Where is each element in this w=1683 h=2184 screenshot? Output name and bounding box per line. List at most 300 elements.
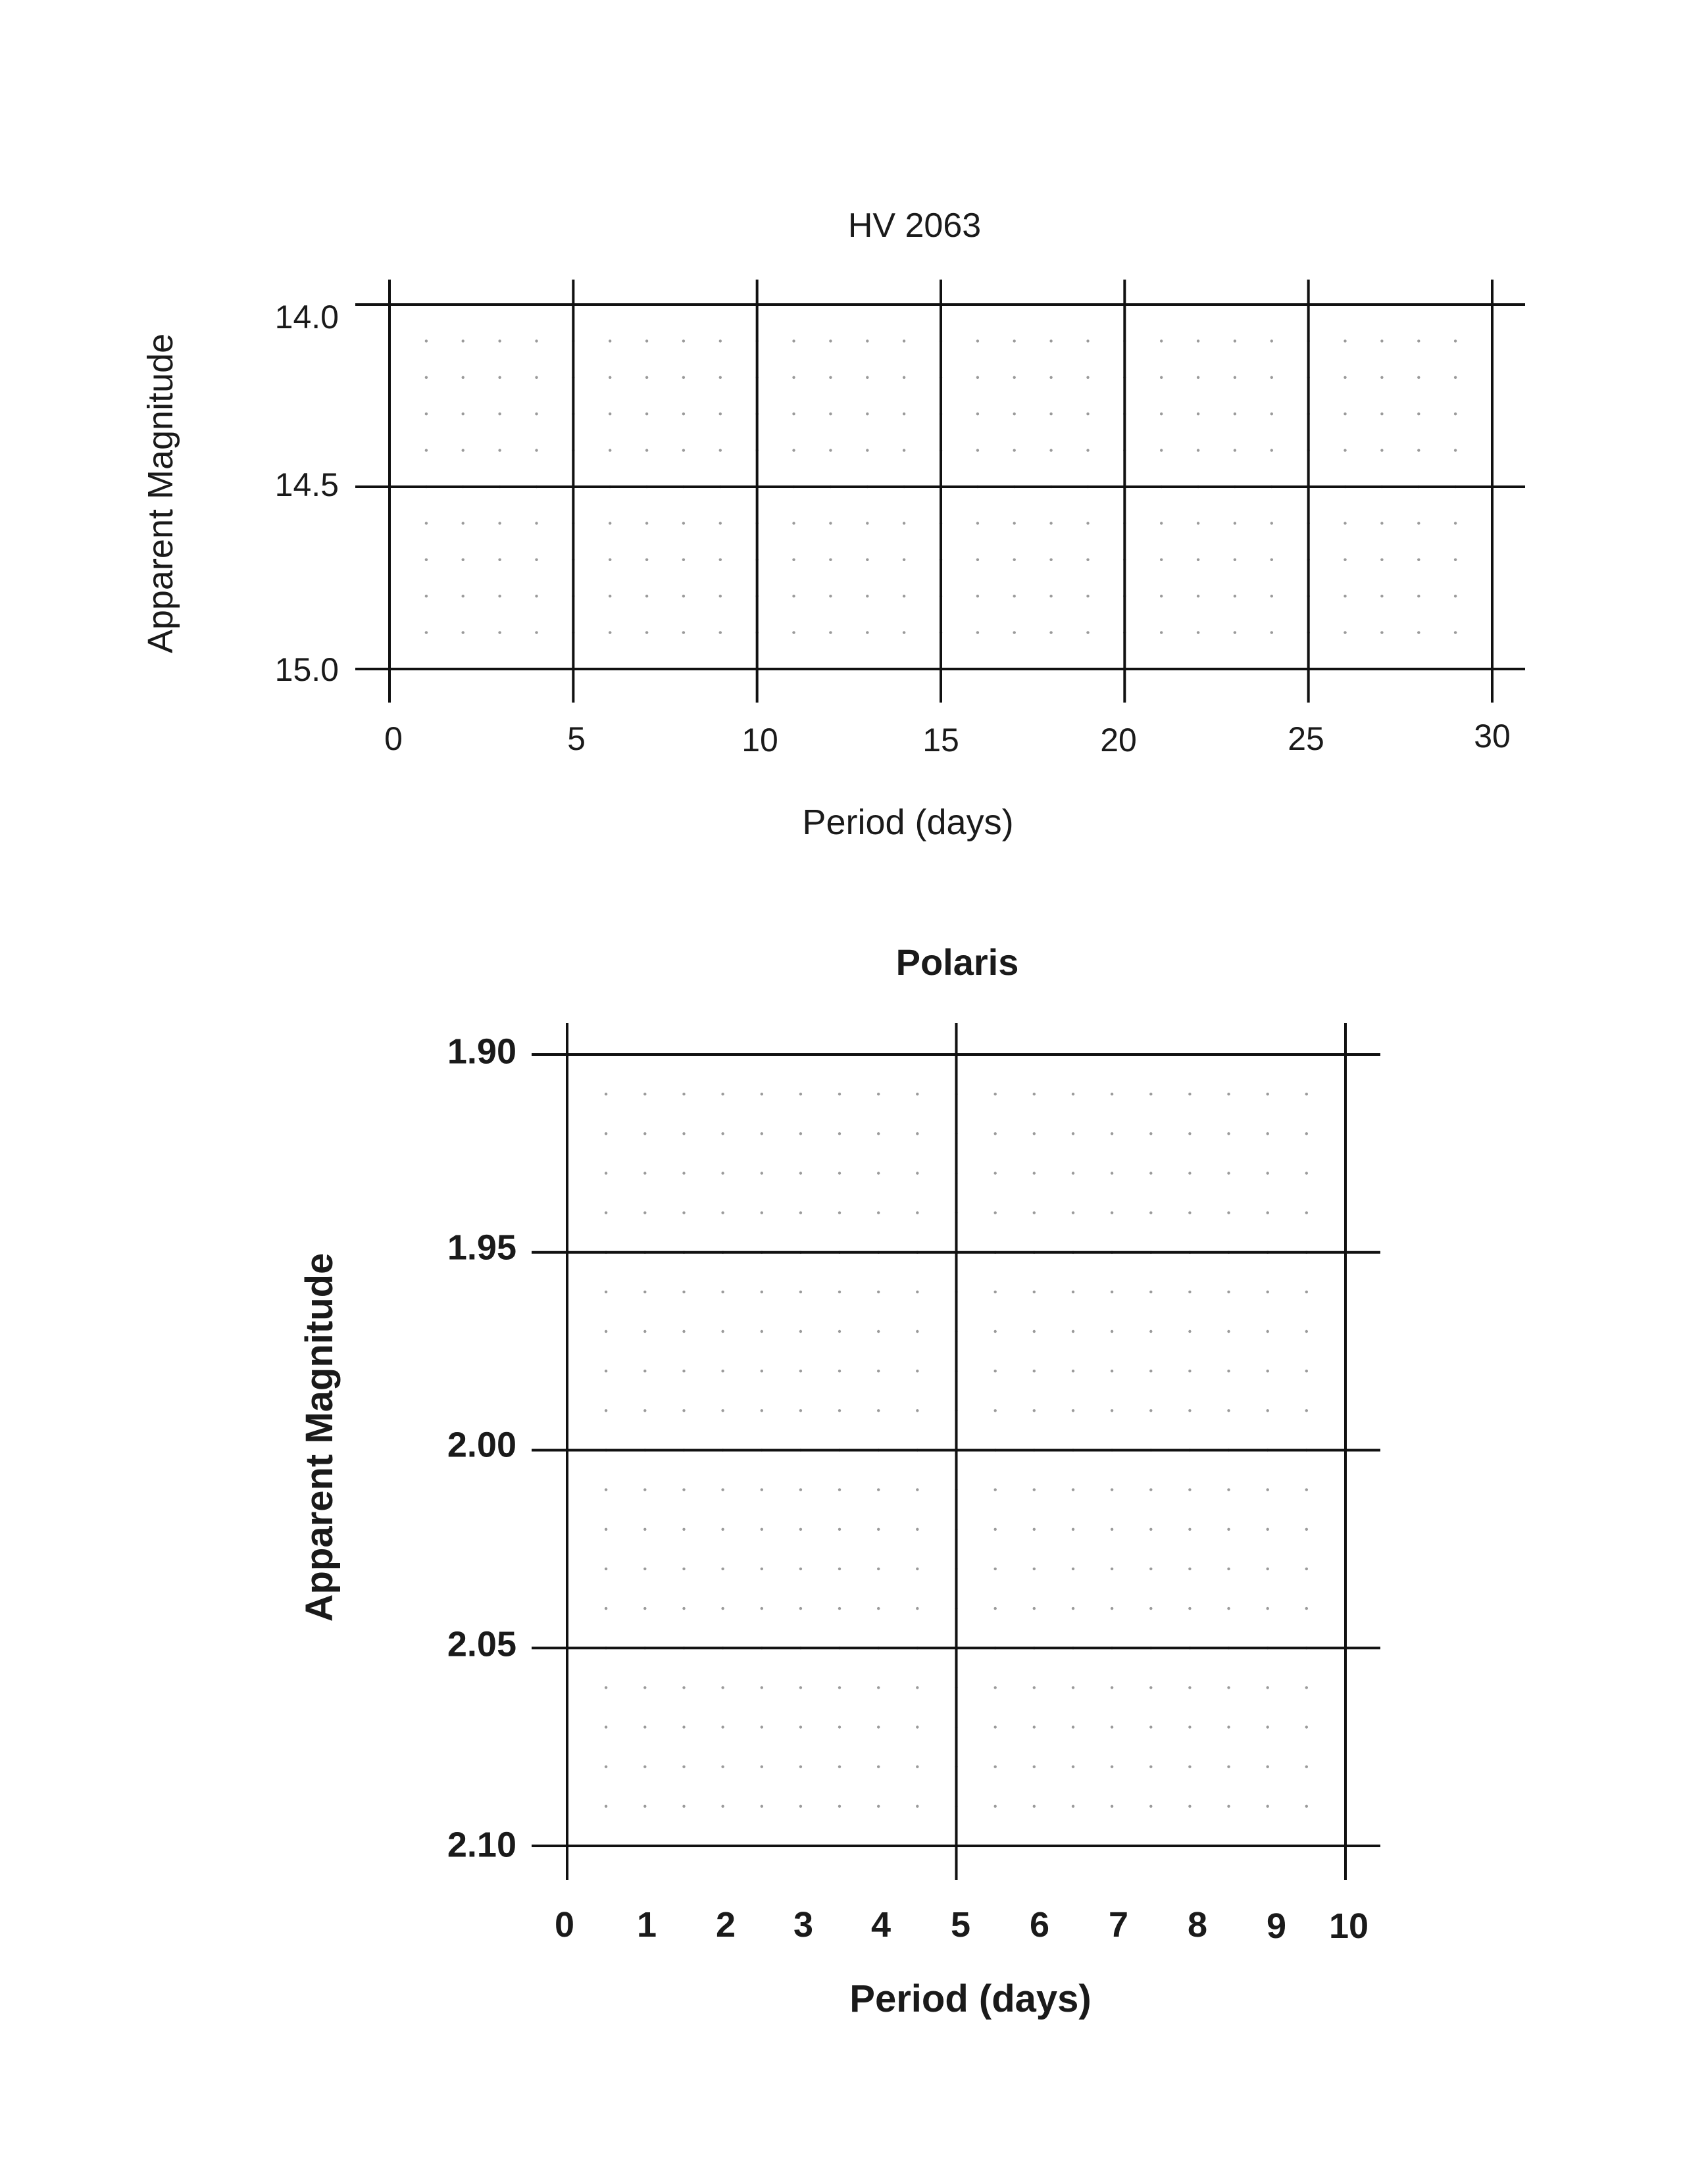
- minor-grid-dot: [1305, 1766, 1308, 1768]
- minor-grid-dot: [792, 522, 795, 524]
- minor-grid-dot: [1380, 339, 1383, 342]
- minor-grid-dot: [1072, 1291, 1074, 1293]
- minor-grid-dot: [903, 595, 905, 597]
- minor-grid-dot: [609, 339, 611, 342]
- minor-grid-dot: [761, 1172, 763, 1174]
- chart-polaris-title: Polaris: [895, 941, 1019, 983]
- minor-grid-dot: [976, 522, 979, 524]
- minor-grid-dot: [1344, 412, 1346, 415]
- minor-grid-dot: [1086, 376, 1089, 379]
- minor-grid-dot: [838, 1528, 841, 1531]
- minor-grid-dot: [1234, 376, 1236, 379]
- minor-grid-dot: [838, 1291, 841, 1293]
- minor-grid-dot: [877, 1211, 880, 1214]
- minor-grid-dot: [1227, 1805, 1230, 1808]
- minor-grid-dot: [1149, 1766, 1152, 1768]
- minor-grid-dot: [829, 631, 832, 633]
- minor-grid-dot: [609, 595, 611, 597]
- minor-grid-dot: [877, 1291, 880, 1293]
- minor-grid-dot: [976, 412, 979, 415]
- minor-grid-dot: [1267, 1211, 1269, 1214]
- minor-grid-dot: [721, 1093, 724, 1095]
- minor-grid-dot: [682, 1568, 685, 1570]
- minor-grid-dot: [498, 449, 501, 451]
- minor-grid-dot: [425, 339, 428, 342]
- minor-grid-dot: [643, 1725, 646, 1728]
- minor-grid-dot: [682, 1528, 685, 1531]
- minor-grid-dot: [829, 595, 832, 597]
- chart-polaris: [298, 941, 1380, 2020]
- minor-grid-dot: [645, 376, 648, 379]
- minor-grid-dot: [721, 1409, 724, 1412]
- minor-grid-dot: [721, 1488, 724, 1491]
- minor-grid-dot: [829, 558, 832, 561]
- minor-grid-dot: [799, 1805, 802, 1808]
- minor-grid-dot: [838, 1093, 841, 1095]
- chart-polaris-x-axis-label: Period (days): [849, 1977, 1092, 2020]
- minor-grid-dot: [721, 1725, 724, 1728]
- minor-grid-dot: [799, 1766, 802, 1768]
- minor-grid-dot: [829, 339, 832, 342]
- minor-grid-dot: [1267, 1291, 1269, 1293]
- minor-grid-dot: [643, 1607, 646, 1610]
- minor-grid-dot: [1049, 522, 1052, 524]
- minor-grid-dot: [1305, 1093, 1308, 1095]
- minor-grid-dot: [1072, 1370, 1074, 1372]
- minor-grid-dot: [866, 558, 868, 561]
- chart-polaris-xtick-label: 2: [715, 1905, 736, 1945]
- minor-grid-dot: [682, 1093, 685, 1095]
- minor-grid-dot: [1013, 376, 1016, 379]
- minor-grid-dot: [838, 1172, 841, 1174]
- minor-grid-dot: [916, 1725, 918, 1728]
- minor-grid-dot: [605, 1093, 607, 1095]
- minor-grid-dot: [1197, 376, 1199, 379]
- minor-grid-dot: [498, 595, 501, 597]
- minor-grid-dot: [838, 1211, 841, 1214]
- chart-hv2063-x-axis-label: Period (days): [802, 803, 1014, 842]
- minor-grid-dot: [1149, 1409, 1152, 1412]
- minor-grid-dot: [903, 449, 905, 451]
- minor-grid-dot: [792, 449, 795, 451]
- chart-hv2063: [141, 207, 1525, 842]
- minor-grid-dot: [1197, 339, 1199, 342]
- minor-grid-dot: [994, 1172, 997, 1174]
- minor-grid-dot: [866, 449, 868, 451]
- minor-grid-dot: [643, 1805, 646, 1808]
- minor-grid-dot: [1197, 449, 1199, 451]
- minor-grid-dot: [877, 1172, 880, 1174]
- minor-grid-dot: [719, 339, 722, 342]
- minor-grid-dot: [643, 1568, 646, 1570]
- minor-grid-dot: [903, 339, 905, 342]
- chart-polaris-xtick-label: 7: [1108, 1905, 1129, 1945]
- minor-grid-dot: [1013, 412, 1016, 415]
- minor-grid-dot: [605, 1330, 607, 1333]
- minor-grid-dot: [1270, 449, 1273, 451]
- minor-grid-dot: [1111, 1330, 1113, 1333]
- minor-grid-dot: [799, 1291, 802, 1293]
- minor-grid-dot: [994, 1528, 997, 1531]
- minor-grid-dot: [994, 1093, 997, 1095]
- chart-polaris-xtick-label: 1: [636, 1905, 657, 1945]
- minor-grid-dot: [829, 522, 832, 524]
- minor-grid-dot: [1305, 1291, 1308, 1293]
- minor-grid-dot: [903, 522, 905, 524]
- minor-grid-dot: [645, 449, 648, 451]
- minor-grid-dot: [877, 1568, 880, 1570]
- minor-grid-dot: [1013, 558, 1016, 561]
- minor-grid-dot: [1111, 1291, 1113, 1293]
- minor-grid-dot: [866, 522, 868, 524]
- minor-grid-dot: [1188, 1291, 1191, 1293]
- minor-grid-dot: [903, 558, 905, 561]
- minor-grid-dot: [994, 1370, 997, 1372]
- minor-grid-dot: [1270, 595, 1273, 597]
- minor-grid-dot: [1267, 1686, 1269, 1689]
- minor-grid-dot: [916, 1330, 918, 1333]
- minor-grid-dot: [1267, 1488, 1269, 1491]
- minor-grid-dot: [1111, 1805, 1113, 1808]
- minor-grid-dot: [1160, 339, 1163, 342]
- minor-grid-dot: [1305, 1488, 1308, 1491]
- minor-grid-dot: [1305, 1568, 1308, 1570]
- minor-grid-dot: [1149, 1725, 1152, 1728]
- minor-grid-dot: [1049, 376, 1052, 379]
- minor-grid-dot: [645, 339, 648, 342]
- minor-grid-dot: [799, 1093, 802, 1095]
- minor-grid-dot: [1267, 1805, 1269, 1808]
- minor-grid-dot: [916, 1409, 918, 1412]
- minor-grid-dot: [799, 1725, 802, 1728]
- minor-grid-dot: [916, 1211, 918, 1214]
- minor-grid-dot: [916, 1568, 918, 1570]
- minor-grid-dot: [1160, 412, 1163, 415]
- minor-grid-dot: [605, 1725, 607, 1728]
- minor-grid-dot: [1305, 1409, 1308, 1412]
- minor-grid-dot: [1227, 1686, 1230, 1689]
- minor-grid-dot: [761, 1686, 763, 1689]
- minor-grid-dot: [994, 1805, 997, 1808]
- minor-grid-dot: [1049, 558, 1052, 561]
- minor-grid-dot: [1305, 1211, 1308, 1214]
- minor-grid-dot: [903, 412, 905, 415]
- minor-grid-dot: [994, 1568, 997, 1570]
- minor-grid-dot: [1305, 1686, 1308, 1689]
- minor-grid-dot: [1267, 1528, 1269, 1531]
- chart-hv2063-xtick-label: 15: [922, 722, 959, 758]
- minor-grid-dot: [1454, 376, 1457, 379]
- minor-grid-dot: [838, 1370, 841, 1372]
- minor-grid-dot: [719, 631, 722, 633]
- minor-grid-dot: [682, 339, 685, 342]
- minor-grid-dot: [1033, 1409, 1036, 1412]
- minor-grid-dot: [643, 1172, 646, 1174]
- minor-grid-dot: [1111, 1568, 1113, 1570]
- minor-grid-dot: [1149, 1488, 1152, 1491]
- minor-grid-dot: [799, 1607, 802, 1610]
- minor-grid-dot: [682, 412, 685, 415]
- minor-grid-dot: [1267, 1172, 1269, 1174]
- minor-grid-dot: [1072, 1528, 1074, 1531]
- minor-grid-dot: [605, 1766, 607, 1768]
- minor-grid-dot: [1013, 449, 1016, 451]
- minor-grid-dot: [1305, 1805, 1308, 1808]
- minor-grid-dot: [994, 1291, 997, 1293]
- minor-grid-dot: [1188, 1211, 1191, 1214]
- minor-grid-dot: [682, 1766, 685, 1768]
- minor-grid-dot: [866, 339, 868, 342]
- minor-grid-dot: [976, 449, 979, 451]
- minor-grid-dot: [643, 1370, 646, 1372]
- minor-grid-dot: [1267, 1568, 1269, 1570]
- minor-grid-dot: [1033, 1488, 1036, 1491]
- minor-grid-dot: [1111, 1211, 1113, 1214]
- minor-grid-dot: [682, 1132, 685, 1135]
- chart-hv2063-ytick-label: 14.0: [274, 299, 339, 336]
- minor-grid-dot: [1049, 449, 1052, 451]
- minor-grid-dot: [462, 595, 465, 597]
- minor-grid-dot: [719, 412, 722, 415]
- minor-grid-dot: [792, 631, 795, 633]
- minor-grid-dot: [605, 1409, 607, 1412]
- minor-grid-dot: [761, 1725, 763, 1728]
- minor-grid-dot: [682, 1805, 685, 1808]
- minor-grid-dot: [425, 595, 428, 597]
- minor-grid-dot: [1188, 1488, 1191, 1491]
- minor-grid-dot: [761, 1093, 763, 1095]
- minor-grid-dot: [1111, 1132, 1113, 1135]
- minor-grid-dot: [1188, 1766, 1191, 1768]
- minor-grid-dot: [903, 631, 905, 633]
- minor-grid-dot: [1033, 1172, 1036, 1174]
- minor-grid-dot: [1072, 1766, 1074, 1768]
- minor-grid-dot: [799, 1528, 802, 1531]
- minor-grid-dot: [916, 1291, 918, 1293]
- minor-grid-dot: [1086, 558, 1089, 561]
- minor-grid-dot: [719, 449, 722, 451]
- minor-grid-dot: [721, 1132, 724, 1135]
- minor-grid-dot: [1227, 1291, 1230, 1293]
- minor-grid-dot: [498, 376, 501, 379]
- minor-grid-dot: [761, 1805, 763, 1808]
- minor-grid-dot: [1111, 1607, 1113, 1610]
- chart-polaris-y-axis-label: Apparent Magnitude: [298, 1253, 341, 1622]
- minor-grid-dot: [1033, 1568, 1036, 1570]
- minor-grid-dot: [1267, 1409, 1269, 1412]
- minor-grid-dot: [799, 1488, 802, 1491]
- minor-grid-dot: [799, 1211, 802, 1214]
- minor-grid-dot: [1188, 1093, 1191, 1095]
- minor-grid-dot: [1188, 1686, 1191, 1689]
- minor-grid-dot: [1454, 595, 1457, 597]
- minor-grid-dot: [1454, 522, 1457, 524]
- minor-grid-dot: [605, 1211, 607, 1214]
- minor-grid-dot: [609, 558, 611, 561]
- minor-grid-dot: [1160, 449, 1163, 451]
- minor-grid-dot: [1227, 1725, 1230, 1728]
- minor-grid-dot: [1417, 631, 1420, 633]
- minor-grid-dot: [1188, 1370, 1191, 1372]
- minor-grid-dot: [1072, 1488, 1074, 1491]
- minor-grid-dot: [1149, 1093, 1152, 1095]
- minor-grid-dot: [719, 595, 722, 597]
- minor-grid-dot: [721, 1607, 724, 1610]
- minor-grid-dot: [994, 1766, 997, 1768]
- minor-grid-dot: [916, 1805, 918, 1808]
- chart-hv2063-xtick-label: 30: [1474, 718, 1511, 755]
- chart-hv2063-xtick-label: 10: [741, 722, 778, 758]
- minor-grid-dot: [1197, 631, 1199, 633]
- minor-grid-dot: [916, 1686, 918, 1689]
- minor-grid-dot: [1149, 1330, 1152, 1333]
- minor-grid-dot: [645, 558, 648, 561]
- minor-grid-dot: [1267, 1093, 1269, 1095]
- minor-grid-dot: [1417, 558, 1420, 561]
- minor-grid-dot: [866, 376, 868, 379]
- minor-grid-dot: [761, 1766, 763, 1768]
- minor-grid-dot: [1188, 1528, 1191, 1531]
- minor-grid-dot: [1160, 522, 1163, 524]
- minor-grid-dot: [1188, 1568, 1191, 1570]
- minor-grid-dot: [1033, 1805, 1036, 1808]
- minor-grid-dot: [1227, 1488, 1230, 1491]
- minor-grid-dot: [976, 595, 979, 597]
- minor-grid-dot: [1013, 595, 1016, 597]
- minor-grid-dot: [1149, 1568, 1152, 1570]
- minor-grid-dot: [721, 1370, 724, 1372]
- minor-grid-dot: [462, 558, 465, 561]
- minor-grid-dot: [1234, 412, 1236, 415]
- minor-grid-dot: [877, 1686, 880, 1689]
- minor-grid-dot: [1270, 631, 1273, 633]
- minor-grid-dot: [1344, 339, 1346, 342]
- minor-grid-dot: [916, 1172, 918, 1174]
- minor-grid-dot: [1072, 1093, 1074, 1095]
- minor-grid-dot: [1072, 1409, 1074, 1412]
- minor-grid-dot: [761, 1568, 763, 1570]
- minor-grid-dot: [1344, 631, 1346, 633]
- minor-grid-dot: [877, 1805, 880, 1808]
- minor-grid-dot: [1454, 558, 1457, 561]
- minor-grid-dot: [838, 1766, 841, 1768]
- minor-grid-dot: [1380, 412, 1383, 415]
- minor-grid-dot: [1033, 1132, 1036, 1135]
- minor-grid-dot: [1270, 376, 1273, 379]
- minor-grid-dot: [1149, 1607, 1152, 1610]
- minor-grid-dot: [1149, 1172, 1152, 1174]
- minor-grid-dot: [761, 1528, 763, 1531]
- minor-grid-dot: [866, 412, 868, 415]
- minor-grid-dot: [682, 595, 685, 597]
- minor-grid-dot: [1234, 522, 1236, 524]
- minor-grid-dot: [1188, 1330, 1191, 1333]
- minor-grid-dot: [1013, 522, 1016, 524]
- minor-grid-dot: [976, 339, 979, 342]
- chart-hv2063-xtick-label: 25: [1288, 720, 1324, 757]
- minor-grid-dot: [1305, 1528, 1308, 1531]
- minor-grid-dot: [1188, 1132, 1191, 1135]
- minor-grid-dot: [1111, 1766, 1113, 1768]
- minor-grid-dot: [682, 1409, 685, 1412]
- minor-grid-dot: [1111, 1409, 1113, 1412]
- minor-grid-dot: [535, 631, 538, 633]
- minor-grid-dot: [1086, 449, 1089, 451]
- minor-grid-dot: [792, 412, 795, 415]
- minor-grid-dot: [535, 412, 538, 415]
- minor-grid-dot: [643, 1686, 646, 1689]
- minor-grid-dot: [605, 1686, 607, 1689]
- minor-grid-dot: [877, 1725, 880, 1728]
- chart-hv2063-xtick-label: 0: [384, 720, 403, 757]
- minor-grid-dot: [1072, 1132, 1074, 1135]
- minor-grid-dot: [1234, 631, 1236, 633]
- minor-grid-dot: [1149, 1528, 1152, 1531]
- minor-grid-dot: [1188, 1172, 1191, 1174]
- minor-grid-dot: [838, 1488, 841, 1491]
- chart-hv2063-xtick-label: 5: [567, 720, 586, 757]
- minor-grid-dot: [462, 376, 465, 379]
- minor-grid-dot: [916, 1528, 918, 1531]
- minor-grid-dot: [1267, 1370, 1269, 1372]
- minor-grid-dot: [1072, 1686, 1074, 1689]
- minor-grid-dot: [682, 1330, 685, 1333]
- minor-grid-dot: [682, 1370, 685, 1372]
- minor-grid-dot: [643, 1291, 646, 1293]
- minor-grid-dot: [1072, 1211, 1074, 1214]
- minor-grid-dot: [643, 1488, 646, 1491]
- minor-grid-dot: [799, 1686, 802, 1689]
- minor-grid-dot: [605, 1370, 607, 1372]
- minor-grid-dot: [1086, 339, 1089, 342]
- chart-polaris-xtick-label: 3: [793, 1905, 814, 1945]
- minor-grid-dot: [1160, 595, 1163, 597]
- minor-grid-dot: [643, 1093, 646, 1095]
- minor-grid-dot: [916, 1370, 918, 1372]
- minor-grid-dot: [605, 1488, 607, 1491]
- minor-grid-dot: [792, 558, 795, 561]
- minor-grid-dot: [1417, 412, 1420, 415]
- minor-grid-dot: [605, 1805, 607, 1808]
- minor-grid-dot: [1033, 1211, 1036, 1214]
- minor-grid-dot: [1417, 595, 1420, 597]
- minor-grid-dot: [462, 412, 465, 415]
- minor-grid-dot: [761, 1132, 763, 1135]
- minor-grid-dot: [799, 1132, 802, 1135]
- minor-grid-dot: [425, 631, 428, 633]
- minor-grid-dot: [1188, 1725, 1191, 1728]
- minor-grid-dot: [643, 1409, 646, 1412]
- minor-grid-dot: [682, 1488, 685, 1491]
- minor-grid-dot: [1380, 631, 1383, 633]
- minor-grid-dot: [462, 631, 465, 633]
- minor-grid-dot: [721, 1172, 724, 1174]
- minor-grid-dot: [1227, 1093, 1230, 1095]
- minor-grid-dot: [1267, 1330, 1269, 1333]
- minor-grid-dot: [1033, 1607, 1036, 1610]
- minor-grid-dot: [1344, 558, 1346, 561]
- minor-grid-dot: [643, 1132, 646, 1135]
- minor-grid-dot: [682, 376, 685, 379]
- minor-grid-dot: [609, 449, 611, 451]
- minor-grid-dot: [721, 1330, 724, 1333]
- minor-grid-dot: [1344, 376, 1346, 379]
- minor-grid-dot: [877, 1766, 880, 1768]
- minor-grid-dot: [1417, 522, 1420, 524]
- minor-grid-dot: [1227, 1132, 1230, 1135]
- minor-grid-dot: [605, 1528, 607, 1531]
- minor-grid-dot: [682, 522, 685, 524]
